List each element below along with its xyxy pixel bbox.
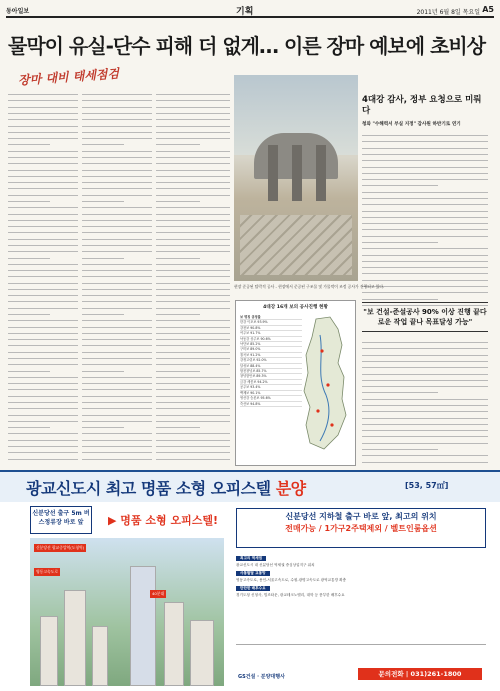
text-line bbox=[82, 379, 152, 384]
text-line bbox=[156, 442, 230, 447]
text-line bbox=[156, 103, 230, 108]
text-line bbox=[156, 209, 230, 214]
building bbox=[64, 590, 86, 686]
text-line bbox=[82, 165, 152, 170]
concrete-blocks bbox=[240, 215, 352, 275]
text-line bbox=[82, 278, 152, 283]
text-line bbox=[8, 209, 78, 214]
text-line bbox=[82, 209, 152, 214]
text-line bbox=[156, 435, 230, 440]
text-line bbox=[156, 454, 230, 459]
text-line bbox=[82, 222, 152, 227]
ad-banner bbox=[0, 472, 500, 502]
text-line bbox=[82, 272, 152, 277]
map-table-row: 죽산보 94.8% bbox=[240, 402, 302, 407]
ad-sponsor-logo: GS건설 · 분양대행사 bbox=[238, 674, 285, 680]
ad-size: [53, 57㎡] bbox=[405, 481, 449, 490]
text-line bbox=[156, 96, 230, 101]
map-table-row: 공주보 93.4% bbox=[240, 385, 302, 390]
text-line bbox=[362, 263, 488, 268]
text-line bbox=[156, 272, 230, 277]
text-line bbox=[82, 153, 152, 158]
text-line bbox=[362, 382, 488, 387]
text-line bbox=[362, 457, 488, 462]
text-line bbox=[8, 96, 78, 101]
text-line bbox=[156, 90, 230, 95]
advertisement[interactable] bbox=[0, 470, 500, 691]
text-line bbox=[156, 222, 230, 227]
map-table-row: 달성보 88.4% bbox=[240, 364, 302, 369]
ad-tag: 40분대 bbox=[152, 591, 165, 596]
text-line bbox=[156, 109, 230, 114]
text-line bbox=[82, 454, 152, 459]
text-line bbox=[156, 234, 230, 239]
text-line bbox=[8, 442, 78, 447]
ad-title bbox=[26, 476, 306, 499]
text-line bbox=[156, 335, 230, 340]
text-line bbox=[82, 147, 152, 152]
text-line bbox=[8, 410, 78, 415]
ad-title-text: 광교신도시 최고 명품 소형 오피스텔 bbox=[26, 479, 271, 498]
text-line bbox=[82, 159, 152, 164]
text-line bbox=[362, 357, 488, 362]
text-line bbox=[362, 388, 438, 393]
text-line bbox=[8, 203, 78, 208]
text-line bbox=[362, 225, 488, 230]
text-line bbox=[8, 247, 78, 252]
ad-tag: 영동고속도로 bbox=[36, 569, 59, 574]
text-line bbox=[156, 165, 230, 170]
text-line bbox=[156, 322, 230, 327]
text-line bbox=[8, 234, 78, 239]
text-line bbox=[156, 115, 230, 120]
text-line bbox=[8, 310, 50, 315]
map-table-row: 여주보 91.7% bbox=[240, 331, 302, 336]
text-line bbox=[156, 373, 230, 378]
ad-info-text: 광교신도시 내 신분당선 역세권 중심상업지구 위치 bbox=[236, 563, 315, 568]
text-line bbox=[82, 234, 152, 239]
text-line bbox=[82, 103, 152, 108]
map-title: 4대강 16개 보의 공사진행 현황 bbox=[263, 305, 328, 310]
text-line bbox=[82, 96, 152, 101]
progress-map bbox=[235, 300, 356, 466]
text-line bbox=[362, 344, 488, 349]
map-table-row: 보 명칭 공정률 bbox=[240, 315, 302, 320]
text-line bbox=[362, 181, 438, 186]
text-line bbox=[8, 128, 78, 133]
text-line bbox=[156, 247, 230, 252]
text-line bbox=[8, 184, 78, 189]
text-line bbox=[8, 147, 78, 152]
text-line bbox=[8, 348, 78, 353]
text-line bbox=[362, 206, 488, 211]
text-line bbox=[362, 219, 488, 224]
text-line bbox=[156, 134, 230, 139]
text-line bbox=[156, 410, 230, 415]
text-line bbox=[156, 178, 230, 183]
page-number: A5 bbox=[482, 5, 494, 14]
text-line bbox=[156, 429, 230, 434]
text-line bbox=[362, 420, 488, 425]
text-line bbox=[8, 191, 78, 196]
text-line bbox=[82, 266, 152, 271]
text-line bbox=[362, 376, 488, 381]
text-line bbox=[82, 260, 152, 265]
map-table-row: 합천창녕보 85.7% bbox=[240, 369, 302, 374]
text-line bbox=[8, 278, 78, 283]
text-line bbox=[82, 429, 152, 434]
text-line bbox=[8, 153, 78, 158]
text-line bbox=[82, 109, 152, 114]
text-line bbox=[362, 439, 488, 444]
weir-pillar bbox=[316, 145, 326, 201]
text-line bbox=[82, 392, 152, 397]
section-title: 기획 bbox=[236, 7, 254, 17]
text-line bbox=[362, 426, 488, 431]
text-line bbox=[82, 398, 152, 403]
ad-benefits-line: 전매가능 / 1가구2주택제외 / 벨트인룸옵션 bbox=[285, 524, 437, 533]
text-line bbox=[362, 188, 488, 193]
text-line bbox=[8, 297, 78, 302]
newspaper-name: 동아일보 bbox=[6, 8, 30, 15]
text-line bbox=[8, 165, 78, 170]
text-line bbox=[362, 395, 488, 400]
text-line bbox=[82, 316, 152, 321]
text-line bbox=[82, 404, 152, 409]
ad-tag: 신분당선 광교중앙역(도청역) bbox=[36, 545, 85, 550]
map-table-row: 강정고령보 92.0% bbox=[240, 358, 302, 363]
ad-right-headline bbox=[236, 508, 486, 548]
text-line bbox=[156, 285, 230, 290]
text-line bbox=[362, 407, 488, 412]
right-article-subheading: 청와 "수해력서 부실 지정" 감사원 하반기로 연기 bbox=[362, 122, 461, 127]
text-line bbox=[156, 392, 230, 397]
article-column-1 bbox=[8, 90, 78, 462]
text-line bbox=[8, 121, 78, 126]
weir-pillar bbox=[268, 145, 278, 201]
map-table bbox=[240, 315, 302, 407]
text-line bbox=[156, 147, 230, 152]
text-line bbox=[156, 385, 230, 390]
text-line bbox=[8, 360, 78, 365]
text-line bbox=[82, 304, 152, 309]
text-line bbox=[8, 222, 78, 227]
text-line bbox=[82, 410, 152, 415]
main-headline: 물막이 유실-단수 피해 더 없게… 이른 장마 예보에 초비상 bbox=[8, 34, 486, 58]
map-table-row: 구미보 89.0% bbox=[240, 347, 302, 352]
text-line bbox=[82, 115, 152, 120]
text-line bbox=[156, 404, 230, 409]
text-line bbox=[82, 322, 152, 327]
text-line bbox=[362, 137, 488, 142]
photo-caption: 현장 준공된 탈락적 공사 - 현장에서 준공된 구조물 및 가물막이 조정 공사가 진행되고 있다. bbox=[234, 284, 385, 289]
text-line bbox=[156, 297, 230, 302]
text-line bbox=[82, 172, 152, 177]
text-line bbox=[156, 128, 230, 133]
ad-location-line: 신분당선 지하철 출구 바로 앞, 최고의 위치 bbox=[285, 512, 437, 521]
text-line bbox=[8, 417, 78, 422]
text-line bbox=[156, 304, 230, 309]
text-line bbox=[362, 369, 488, 374]
text-line bbox=[8, 115, 78, 120]
text-line bbox=[8, 448, 78, 453]
text-line bbox=[8, 398, 78, 403]
building bbox=[190, 620, 214, 686]
text-line bbox=[82, 128, 152, 133]
map-table-row: 한강 이포보 93.9% bbox=[240, 320, 302, 325]
right-article-heading: 4대강 감사, 정부 요청으로 미뤄다 bbox=[362, 95, 482, 116]
text-line bbox=[8, 291, 78, 296]
map-table-row: 창녕함안보 89.3% bbox=[240, 374, 302, 379]
text-line bbox=[362, 445, 438, 450]
text-line bbox=[156, 203, 230, 208]
text-line bbox=[82, 341, 152, 346]
text-line bbox=[156, 417, 230, 422]
map-table-row: 강천보 90.8% bbox=[240, 326, 302, 331]
text-line bbox=[362, 200, 488, 205]
text-line bbox=[8, 316, 78, 321]
text-line bbox=[82, 191, 152, 196]
text-line bbox=[362, 131, 488, 136]
ad-info bbox=[236, 554, 486, 598]
text-line bbox=[362, 432, 488, 437]
ad-city-illustration bbox=[30, 538, 224, 686]
dam-photo bbox=[234, 75, 358, 281]
text-line bbox=[82, 348, 152, 353]
ad-info-text: 영동고속도로, 용인-서울고속도로, 수원-광명고속도로 광역교통망 확충 bbox=[236, 578, 347, 583]
text-line bbox=[82, 360, 152, 365]
building bbox=[92, 626, 108, 686]
text-line bbox=[82, 285, 152, 290]
text-line bbox=[8, 392, 78, 397]
text-line bbox=[8, 134, 78, 139]
text-line bbox=[82, 228, 152, 233]
text-line bbox=[156, 329, 230, 334]
text-line bbox=[82, 216, 152, 221]
text-line bbox=[156, 398, 230, 403]
text-line bbox=[8, 373, 78, 378]
text-line bbox=[156, 121, 230, 126]
text-line bbox=[8, 335, 78, 340]
text-line bbox=[82, 241, 152, 246]
text-line bbox=[362, 451, 488, 456]
right-article bbox=[362, 95, 488, 311]
text-line bbox=[82, 134, 152, 139]
text-line bbox=[82, 121, 152, 126]
text-line bbox=[82, 90, 152, 95]
text-line bbox=[156, 379, 230, 384]
text-line bbox=[8, 140, 50, 145]
text-line bbox=[8, 253, 50, 258]
text-line bbox=[362, 238, 438, 243]
text-line bbox=[82, 253, 124, 258]
text-line bbox=[8, 341, 78, 346]
ad-phone-button[interactable]: 문의전화 | 031)261-1800 bbox=[358, 668, 482, 680]
text-line bbox=[362, 351, 488, 356]
text-line bbox=[156, 184, 230, 189]
text-line bbox=[8, 379, 78, 384]
article-column-3 bbox=[156, 90, 230, 462]
text-line bbox=[362, 169, 488, 174]
text-line bbox=[82, 385, 152, 390]
text-line bbox=[8, 429, 78, 434]
text-line bbox=[156, 197, 200, 202]
map-table-row: 낙단보 85.2% bbox=[240, 342, 302, 347]
map-table-row: 금강 세종보 94.2% bbox=[240, 380, 302, 385]
text-line bbox=[156, 448, 230, 453]
text-line bbox=[8, 285, 78, 290]
masthead bbox=[6, 4, 494, 18]
text-line bbox=[82, 366, 124, 371]
text-line bbox=[8, 228, 78, 233]
pull-quote: "보 건설-준설공사 90% 이상 진행 끝다로운 작업 끝나 목표달성 가능" bbox=[362, 302, 488, 332]
ad-location-box: 신분당선 출구 5m 버스정류장 바로 앞 bbox=[30, 506, 92, 534]
text-line bbox=[82, 435, 152, 440]
text-line bbox=[82, 140, 124, 145]
text-line bbox=[156, 228, 230, 233]
text-line bbox=[82, 247, 152, 252]
text-line bbox=[8, 385, 78, 390]
ad-info-tab: 최고의 역세권 bbox=[236, 556, 266, 561]
text-line bbox=[362, 269, 488, 274]
text-line bbox=[82, 448, 152, 453]
text-line bbox=[156, 310, 200, 315]
text-line bbox=[362, 413, 488, 418]
ad-info-text: 경기도청 신청사, 법조타운, 광교테크노밸리, 대학 등 풍부한 배후수요 bbox=[236, 593, 345, 598]
text-line bbox=[8, 304, 78, 309]
text-line bbox=[362, 156, 488, 161]
ad-info-tab: 사통팔달 교통망 bbox=[236, 571, 270, 576]
text-line bbox=[362, 213, 488, 218]
text-line bbox=[82, 354, 152, 359]
text-line bbox=[8, 423, 50, 428]
text-line bbox=[156, 153, 230, 158]
text-line bbox=[8, 197, 50, 202]
text-line bbox=[8, 272, 78, 277]
map-table-row: 낙동강 상주보 90.6% bbox=[240, 337, 302, 342]
map-table-row: 칠곡보 91.2% bbox=[240, 353, 302, 358]
korea-map-icon bbox=[298, 315, 352, 455]
text-line bbox=[156, 260, 230, 265]
text-line bbox=[362, 144, 488, 149]
text-line bbox=[156, 366, 200, 371]
text-line bbox=[82, 297, 152, 302]
text-line bbox=[156, 216, 230, 221]
text-line bbox=[82, 417, 152, 422]
ad-info-tab: 탄탄한 배후수요 bbox=[236, 586, 270, 591]
text-line bbox=[362, 363, 488, 368]
text-line bbox=[82, 197, 124, 202]
text-line bbox=[8, 322, 78, 327]
text-line bbox=[156, 278, 230, 283]
text-line bbox=[156, 341, 230, 346]
text-line bbox=[82, 203, 152, 208]
text-line bbox=[8, 109, 78, 114]
text-line bbox=[8, 172, 78, 177]
text-line bbox=[8, 216, 78, 221]
article-column-5 bbox=[362, 338, 488, 466]
text-line bbox=[82, 329, 152, 334]
text-line bbox=[8, 404, 78, 409]
text-line bbox=[362, 244, 488, 249]
building-highlight bbox=[130, 566, 156, 686]
text-line bbox=[156, 266, 230, 271]
text-line bbox=[82, 310, 124, 315]
text-line bbox=[8, 354, 78, 359]
text-line bbox=[8, 366, 50, 371]
text-line bbox=[362, 294, 438, 299]
text-line bbox=[156, 253, 200, 258]
text-line bbox=[8, 241, 78, 246]
text-line bbox=[362, 194, 488, 199]
text-line bbox=[8, 435, 78, 440]
text-line bbox=[82, 184, 152, 189]
text-line bbox=[82, 335, 152, 340]
text-line bbox=[82, 442, 152, 447]
article-column-2 bbox=[82, 90, 152, 462]
text-line bbox=[362, 250, 488, 255]
text-line bbox=[156, 316, 230, 321]
text-line bbox=[156, 241, 230, 246]
text-line bbox=[8, 178, 78, 183]
ad-footer bbox=[236, 644, 486, 684]
text-line bbox=[8, 159, 78, 164]
text-line bbox=[156, 172, 230, 177]
text-line bbox=[362, 338, 488, 343]
text-line bbox=[156, 191, 230, 196]
building bbox=[164, 602, 184, 686]
text-line bbox=[362, 275, 488, 280]
text-line bbox=[156, 423, 200, 428]
text-line bbox=[362, 175, 488, 180]
text-line bbox=[156, 348, 230, 353]
text-line bbox=[362, 162, 488, 167]
text-line bbox=[362, 257, 488, 262]
text-line bbox=[8, 329, 78, 334]
text-line bbox=[156, 360, 230, 365]
map-table-row: 백제보 90.1% bbox=[240, 391, 302, 396]
text-line bbox=[8, 260, 78, 265]
map-table-row: 영산강 승촌보 95.6% bbox=[240, 396, 302, 401]
text-line bbox=[156, 291, 230, 296]
ad-title-accent: 분양 bbox=[275, 479, 306, 498]
text-line bbox=[8, 266, 78, 271]
building bbox=[40, 616, 58, 686]
text-line bbox=[8, 90, 78, 95]
text-line bbox=[362, 232, 488, 237]
text-line bbox=[82, 291, 152, 296]
text-line bbox=[82, 373, 152, 378]
text-line bbox=[156, 140, 200, 145]
weir-pillar bbox=[292, 145, 302, 201]
text-line bbox=[156, 354, 230, 359]
ad-slogan: ▶ 명품 소형 오피스텔! bbox=[108, 514, 218, 527]
text-line bbox=[8, 103, 78, 108]
kicker-handwritten: 장마 대비 태세점검 bbox=[17, 66, 120, 88]
issue-date: 2011년 6월 8일 목요일 bbox=[416, 9, 480, 16]
text-line bbox=[362, 401, 488, 406]
text-line bbox=[82, 423, 124, 428]
text-line bbox=[8, 454, 78, 459]
text-line bbox=[362, 150, 488, 155]
text-line bbox=[82, 178, 152, 183]
text-line bbox=[156, 159, 230, 164]
